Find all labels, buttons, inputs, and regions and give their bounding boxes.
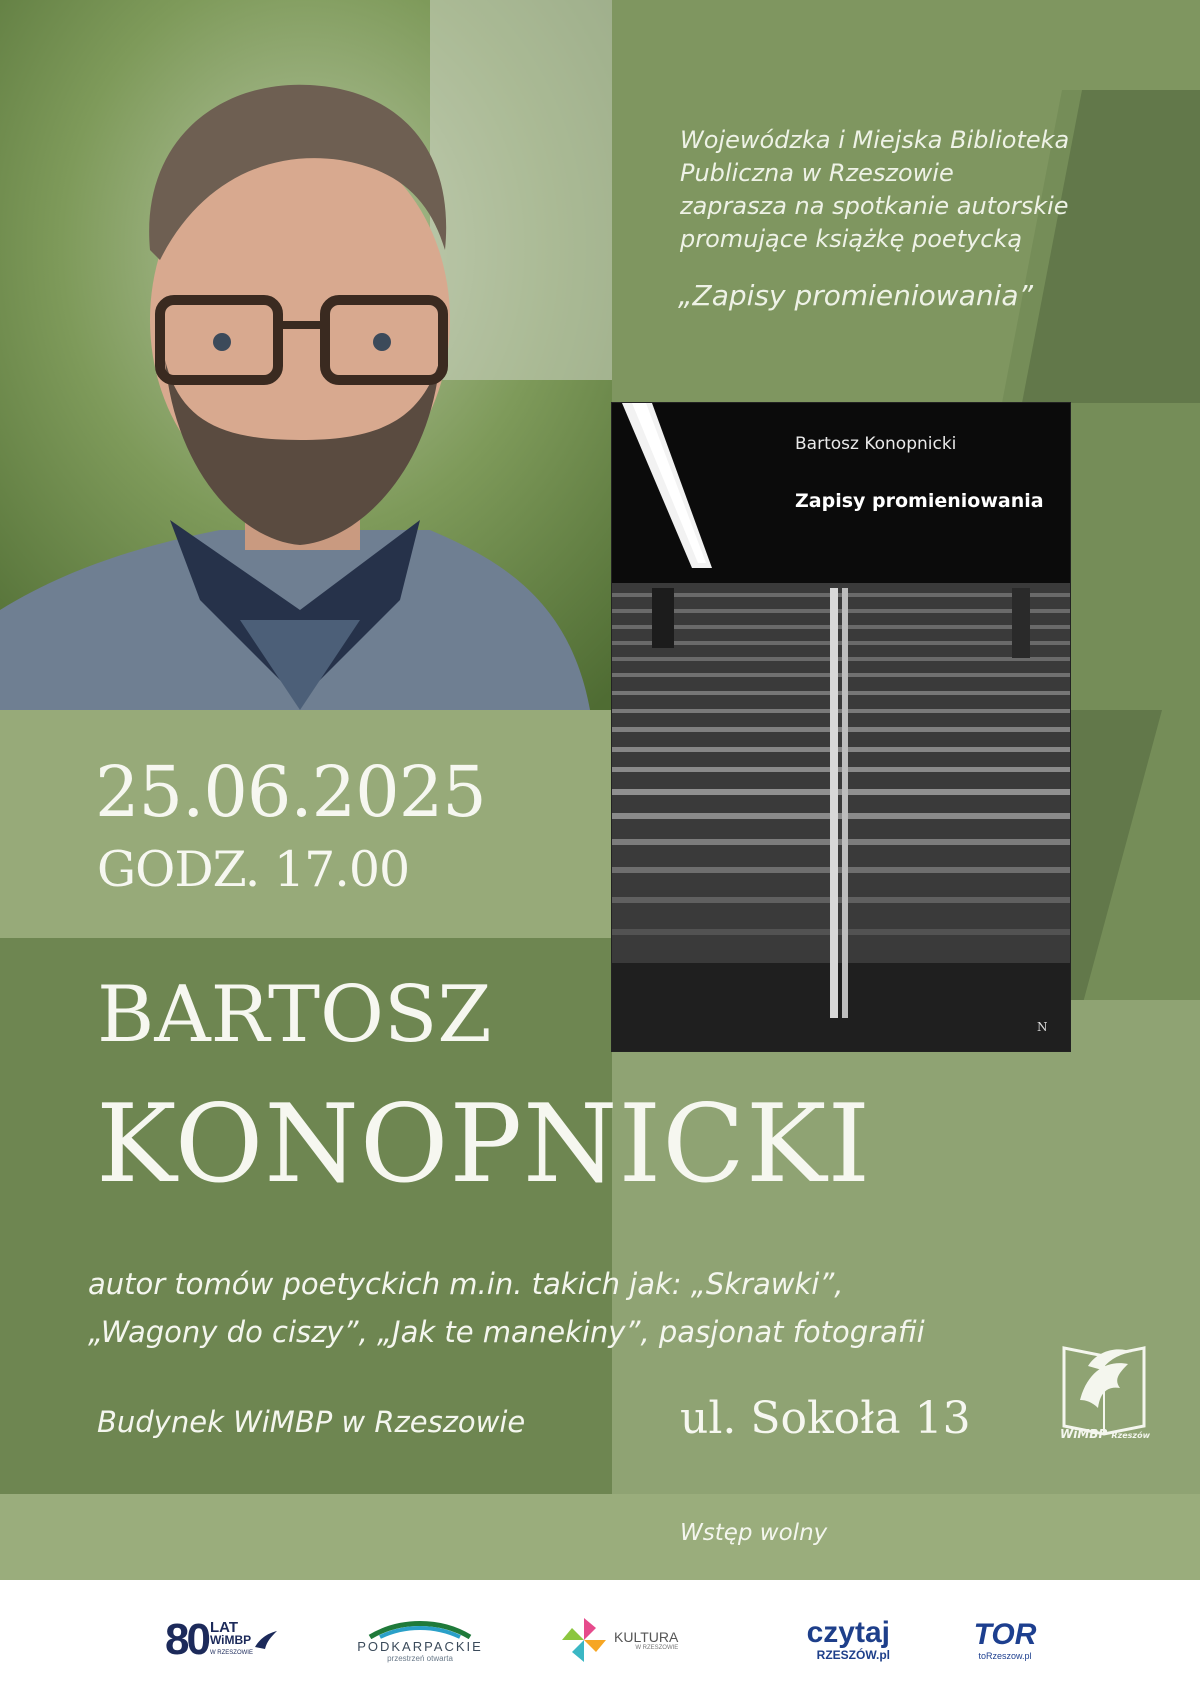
author-bio-line-2: „Wagony do ciszy”, „Jak te manekiny”, pasjonat fotografii [88,1315,925,1349]
invitation-line-1: Wojewódzka i Miejska Biblioteka [680,126,1070,154]
podkarpackie-tagline: przestrzeń otwarta [387,1654,453,1663]
invitation-line-4: promujące książkę poetycką [680,225,1023,253]
kultura-logo[interactable] [558,1600,718,1680]
czytaj-city: RZESZÓW.pl [816,1648,890,1662]
author-photo [0,0,612,710]
podkarpackie-hills-icon [360,1617,480,1639]
invitation-book-title: „Zapisy promieniowania” [678,279,1034,312]
author-first-name: BARTOSZ [97,970,492,1060]
wimbp-80-lat: LAT [209,1618,238,1636]
kultura-pinwheel-icon [558,1614,610,1666]
tor-name: TOR [973,1618,1037,1651]
wimbp-80-logo[interactable] [165,1600,295,1680]
wimbp-80-text [209,1618,253,1660]
event-time: GODZ. 17.00 [97,841,410,898]
venue-building: Budynek WiMBP w Rzeszowie [97,1405,526,1439]
admission-note: Wstęp wolny [680,1520,828,1546]
czytaj-word: czytaj [806,1616,890,1649]
author-bio-line-1: autor tomów poetyckich m.in. takich jak: „Skrawki”, [88,1267,844,1301]
tor-url: toRzeszow.pl [978,1651,1032,1661]
podkarpackie-name: PODKARPACKIE [357,1639,483,1654]
invitation-line-3: zaprasza na spotkanie autorskie [680,192,1069,220]
wimbp-80-city: W RZESZOWIE [209,1649,253,1656]
podkarpackie-logo[interactable] [345,1600,495,1680]
author-last-name: KONOPNICKI [96,1082,872,1207]
wing-icon [253,1627,279,1653]
czytaj-rzeszow-logo[interactable] [770,1600,890,1680]
kultura-city: W RZESZOWIE [635,1645,679,1651]
wimbp-80-number: 80 [165,1615,208,1664]
bottom-band [0,1494,1200,1580]
kultura-text [614,1629,678,1651]
author-photo-illustration [0,0,612,710]
venue-address: ul. Sokoła 13 [680,1393,971,1444]
tor-rzeszow-logo[interactable] [955,1600,1055,1680]
wimbp-80-name: WiMBP [209,1632,252,1647]
kultura-name: KULTURA [614,1629,679,1645]
publisher-mark: N [1037,1020,1048,1034]
library-logo-label [1060,1427,1150,1441]
library-logo-name: WiMBP [1060,1427,1108,1441]
invitation-line-2: Publiczna w Rzeszowie [680,159,954,187]
book-title: Zapisy promieniowania [795,490,1044,512]
book-author: Bartosz Konopnicki [795,434,957,454]
library-logo-city: Rzeszów [1111,1431,1150,1440]
event-date: 25.06.2025 [95,751,486,833]
